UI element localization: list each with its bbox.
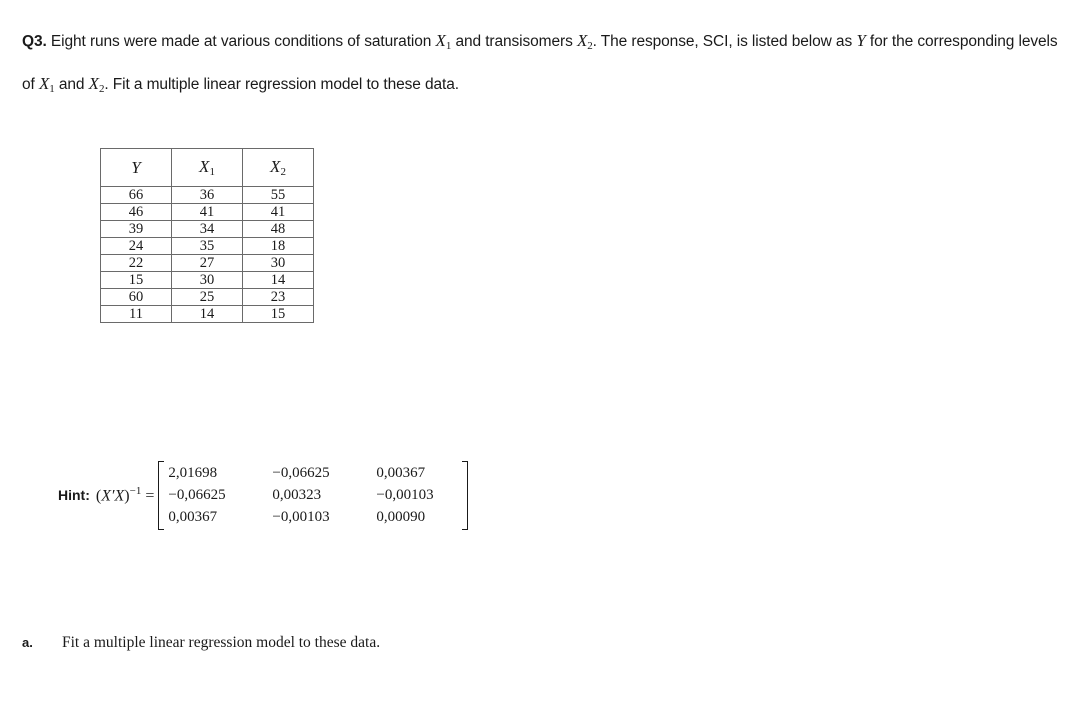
question-text-6: . Fit a multiple linear regression model to these data. xyxy=(104,76,459,93)
table-body xyxy=(101,187,314,323)
cell-x1: 25 xyxy=(172,289,243,306)
cell-y: 60 xyxy=(101,289,172,306)
matrix-entry: −0,00103 xyxy=(376,486,434,503)
question-text-1: Eight runs were made at various conditions of saturation xyxy=(50,33,432,50)
table-row xyxy=(101,289,314,306)
symbol-x1-b: $X_1$ xyxy=(38,74,55,95)
hint xyxy=(58,459,468,531)
cell-x2: 15 xyxy=(243,306,314,323)
matrix-entry: −0,00103 xyxy=(272,508,330,525)
cell-y: 24 xyxy=(101,238,172,255)
matrix-entry: 2,01698 xyxy=(168,464,218,481)
cell-x2: 41 xyxy=(243,204,314,221)
symbol-x2-b: $X_2$ xyxy=(88,74,105,95)
table-row xyxy=(101,255,314,272)
cell-x1: 14 xyxy=(172,306,243,323)
header-x2: $X_2$ xyxy=(243,149,314,187)
part-a-letter: a. xyxy=(22,635,33,650)
cell-x1: 36 xyxy=(172,187,243,204)
question-text-3: . The response, SCI, is listed below as xyxy=(592,33,853,50)
matrix-entry: −0,06625 xyxy=(272,464,330,481)
cell-y: 46 xyxy=(101,204,172,221)
cell-y: 15 xyxy=(101,272,172,289)
cell-y: 39 xyxy=(101,221,172,238)
cell-x2: 23 xyxy=(243,289,314,306)
table-row xyxy=(101,187,314,204)
question-text-2: and transisomers xyxy=(455,33,573,50)
table-header-row xyxy=(101,149,314,187)
cell-x1: 34 xyxy=(172,221,243,238)
cell-x2: 48 xyxy=(243,221,314,238)
cell-x2: 55 xyxy=(243,187,314,204)
cell-x1: 41 xyxy=(172,204,243,221)
question-text-5: and xyxy=(58,76,85,93)
part-a xyxy=(22,634,380,652)
cell-y: 66 xyxy=(101,187,172,204)
symbol-x1: $X_1$ xyxy=(435,31,452,52)
header-y: Y xyxy=(101,149,172,187)
cell-x1: 27 xyxy=(172,255,243,272)
table-row xyxy=(101,221,314,238)
matrix-entry: 0,00367 xyxy=(376,464,426,481)
cell-x1: 35 xyxy=(172,238,243,255)
header-x1: $X_1$ xyxy=(172,149,243,187)
cell-x2: 18 xyxy=(243,238,314,255)
symbol-x2: $X_2$ xyxy=(576,31,593,52)
part-a-text: Fit a multiple linear regression model to these data. xyxy=(62,634,381,651)
matrix-entry: 0,00367 xyxy=(168,508,218,525)
table-row xyxy=(101,272,314,289)
table-row xyxy=(101,306,314,323)
question-text xyxy=(22,22,1062,108)
inverse-matrix xyxy=(158,461,468,530)
cell-y: 22 xyxy=(101,255,172,272)
table-row xyxy=(101,238,314,255)
cell-y: 11 xyxy=(101,306,172,323)
hint-label: Hint: xyxy=(58,487,90,503)
table-row xyxy=(101,204,314,221)
data-table xyxy=(100,148,314,323)
cell-x2: 30 xyxy=(243,255,314,272)
matrix-entry: 0,00090 xyxy=(376,508,426,525)
cell-x1: 30 xyxy=(172,272,243,289)
cell-x2: 14 xyxy=(243,272,314,289)
matrix-entry: −0,06625 xyxy=(168,486,226,503)
question-text-4: for the corresponding levels of xyxy=(22,33,1058,93)
hint-lhs: $(X'X)^{-1}$ = xyxy=(95,484,155,505)
matrix-entry: 0,00323 xyxy=(272,486,322,503)
question-number: Q3. xyxy=(22,33,47,50)
symbol-y: Y xyxy=(856,31,866,50)
